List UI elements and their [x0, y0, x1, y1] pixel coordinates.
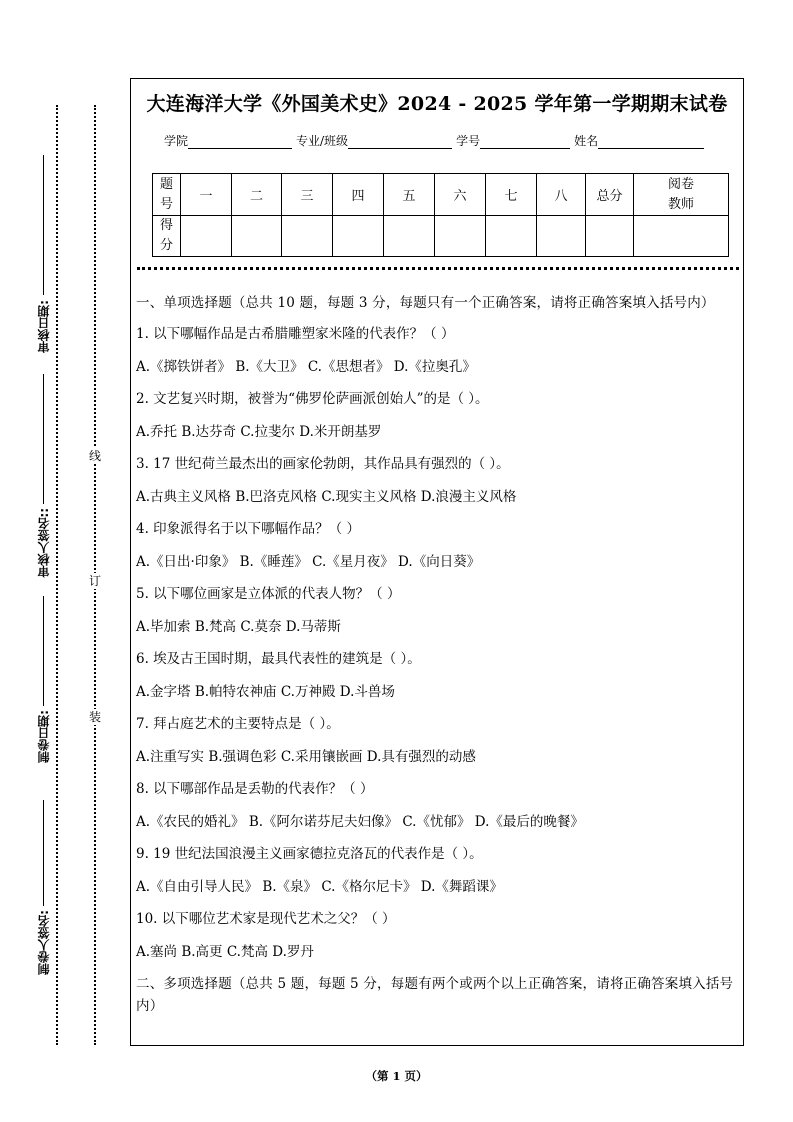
- make-date-line: [43, 596, 44, 706]
- score-cell[interactable]: [181, 216, 232, 257]
- college-field[interactable]: [188, 136, 292, 149]
- col-7: 七: [486, 174, 537, 216]
- question-9: 9. 19 世纪法国浪漫主义画家德拉克洛瓦的代表作是（ ）。: [136, 846, 483, 862]
- col-total: 总分: [586, 174, 634, 216]
- question-6-options: A.金字塔 B.帕特农神庙 C.万神殿 D.斗兽场: [136, 683, 395, 700]
- name-label: 姓名: [574, 134, 599, 148]
- name-field[interactable]: [598, 136, 704, 149]
- student-id-field[interactable]: [480, 136, 570, 149]
- col-3: 三: [282, 174, 333, 216]
- question-10: 10. 以下哪位艺术家是现代艺术之父？（ ）: [136, 911, 396, 927]
- question-7-options: A.注重写实 B.强调色彩 C.采用镶嵌画 D.具有强烈的动感: [136, 748, 476, 765]
- score-cell[interactable]: [435, 216, 486, 257]
- col-4: 四: [333, 174, 384, 216]
- student-info-row: [164, 132, 708, 149]
- col-6: 六: [435, 174, 486, 216]
- score-cell[interactable]: [486, 216, 537, 257]
- question-4-options: A.《日出·印象》 B.《睡莲》 C.《星月夜》 D.《向日葵》: [136, 553, 481, 570]
- exam-frame: [130, 78, 744, 1046]
- col-1: 一: [181, 174, 232, 216]
- score-cell[interactable]: [333, 216, 384, 257]
- score-cell[interactable]: [537, 216, 586, 257]
- question-number-head: 题 号: [153, 174, 181, 216]
- question-1-options: A.《掷铁饼者》 B.《大卫》 C.《思想者》 D.《拉奥孔》: [136, 358, 476, 375]
- review-date-label: 审核日期:: [37, 300, 51, 353]
- exam-title: 大连海洋大学《外国美术史》2024 - 2025 学年第一学期期末试卷: [146, 93, 728, 115]
- score-table: [152, 173, 729, 257]
- score-cell[interactable]: [282, 216, 333, 257]
- score-cell[interactable]: [232, 216, 282, 257]
- question-1: 1. 以下哪幅作品是古希腊雕塑家米隆的代表作？（ ）: [136, 326, 455, 342]
- question-9-options: A.《自由引导人民》 B.《泉》 C.《格尔尼卡》 D.《舞蹈课》: [136, 878, 503, 895]
- question-6: 6. 埃及古王国时期，最具代表性的建筑是（ ）。: [136, 651, 421, 667]
- reviewer-sign-label: 审核人签名::: [37, 508, 51, 578]
- binding-char-xian: 线: [89, 449, 102, 463]
- question-10-options: A.塞尚 B.高更 C.梵高 D.罗丹: [136, 943, 314, 960]
- page-number: （第 1 页）: [365, 1069, 428, 1083]
- col-5: 五: [384, 174, 435, 216]
- score-cell[interactable]: [384, 216, 435, 257]
- question-2-options: A.乔托 B.达芬奇 C.拉斐尔 D.米开朗基罗: [136, 423, 382, 440]
- major-class-field[interactable]: [348, 136, 452, 149]
- maker-sign-label: 制卷人签名:: [37, 910, 51, 975]
- reviewer-head: 阅卷 教师: [634, 174, 729, 216]
- question-7: 7. 拜占庭艺术的主要特点是（ ）。: [136, 716, 340, 732]
- score-table-header-row: [153, 174, 729, 216]
- col-8: 八: [537, 174, 586, 216]
- score-table-score-row: [153, 216, 729, 257]
- question-8-options: A.《农民的婚礼》 B.《阿尔诺芬尼夫妇像》 C.《忧郁》 D.《最后的晚餐》: [136, 813, 584, 830]
- col-2: 二: [232, 174, 282, 216]
- student-id-label: 学号: [456, 134, 481, 148]
- section-1-heading: 一、单项选择题（总共 10 题，每题 3 分，每题只有一个正确答案，请将正确答案填入括号内）: [136, 295, 715, 311]
- major-label: 专业/班级: [296, 134, 349, 148]
- binding-char-ding: 订: [89, 574, 102, 588]
- score-head: 得 分: [153, 216, 181, 257]
- maker-sign-line: [43, 800, 44, 906]
- college-label: 学院: [164, 134, 189, 148]
- question-8: 8. 以下哪部作品是丢勒的代表作？（ ）: [136, 781, 374, 797]
- question-3: 3. 17 世纪荷兰最杰出的画家伦勃朗，其作品具有强烈的（ ）。: [136, 456, 510, 472]
- review-date-line: [43, 155, 44, 295]
- score-cell-total[interactable]: [586, 216, 634, 257]
- section-2-heading: 二、多项选择题（总共 5 题，每题 5 分，每题有两个或两个以上正确答案，请将正确答案填入括号内）: [136, 976, 734, 1014]
- score-cell-reviewer[interactable]: [634, 216, 729, 257]
- question-3-options: A.古典主义风格 B.巴洛克风格 C.现实主义风格 D.浪漫主义风格: [136, 488, 517, 505]
- left-dotted-line: [56, 105, 58, 1045]
- question-5-options: A.毕加索 B.梵高 C.莫奈 D.马蒂斯: [136, 618, 341, 635]
- exam-content: [136, 292, 740, 1017]
- binding-char-zhuang: 装: [89, 710, 102, 724]
- question-2: 2. 文艺复兴时期，被誉为“佛罗伦萨画派创始人”的是（ ）。: [136, 391, 489, 407]
- reviewer-sign-line: [43, 374, 44, 504]
- make-date-label: 制卷日期:: [37, 710, 51, 763]
- dotted-separator: [137, 267, 739, 270]
- question-5: 5. 以下哪位画家是立体派的代表人物？（ ）: [136, 586, 401, 602]
- question-4: 4. 印象派得名于以下哪幅作品？（ ）: [136, 521, 360, 537]
